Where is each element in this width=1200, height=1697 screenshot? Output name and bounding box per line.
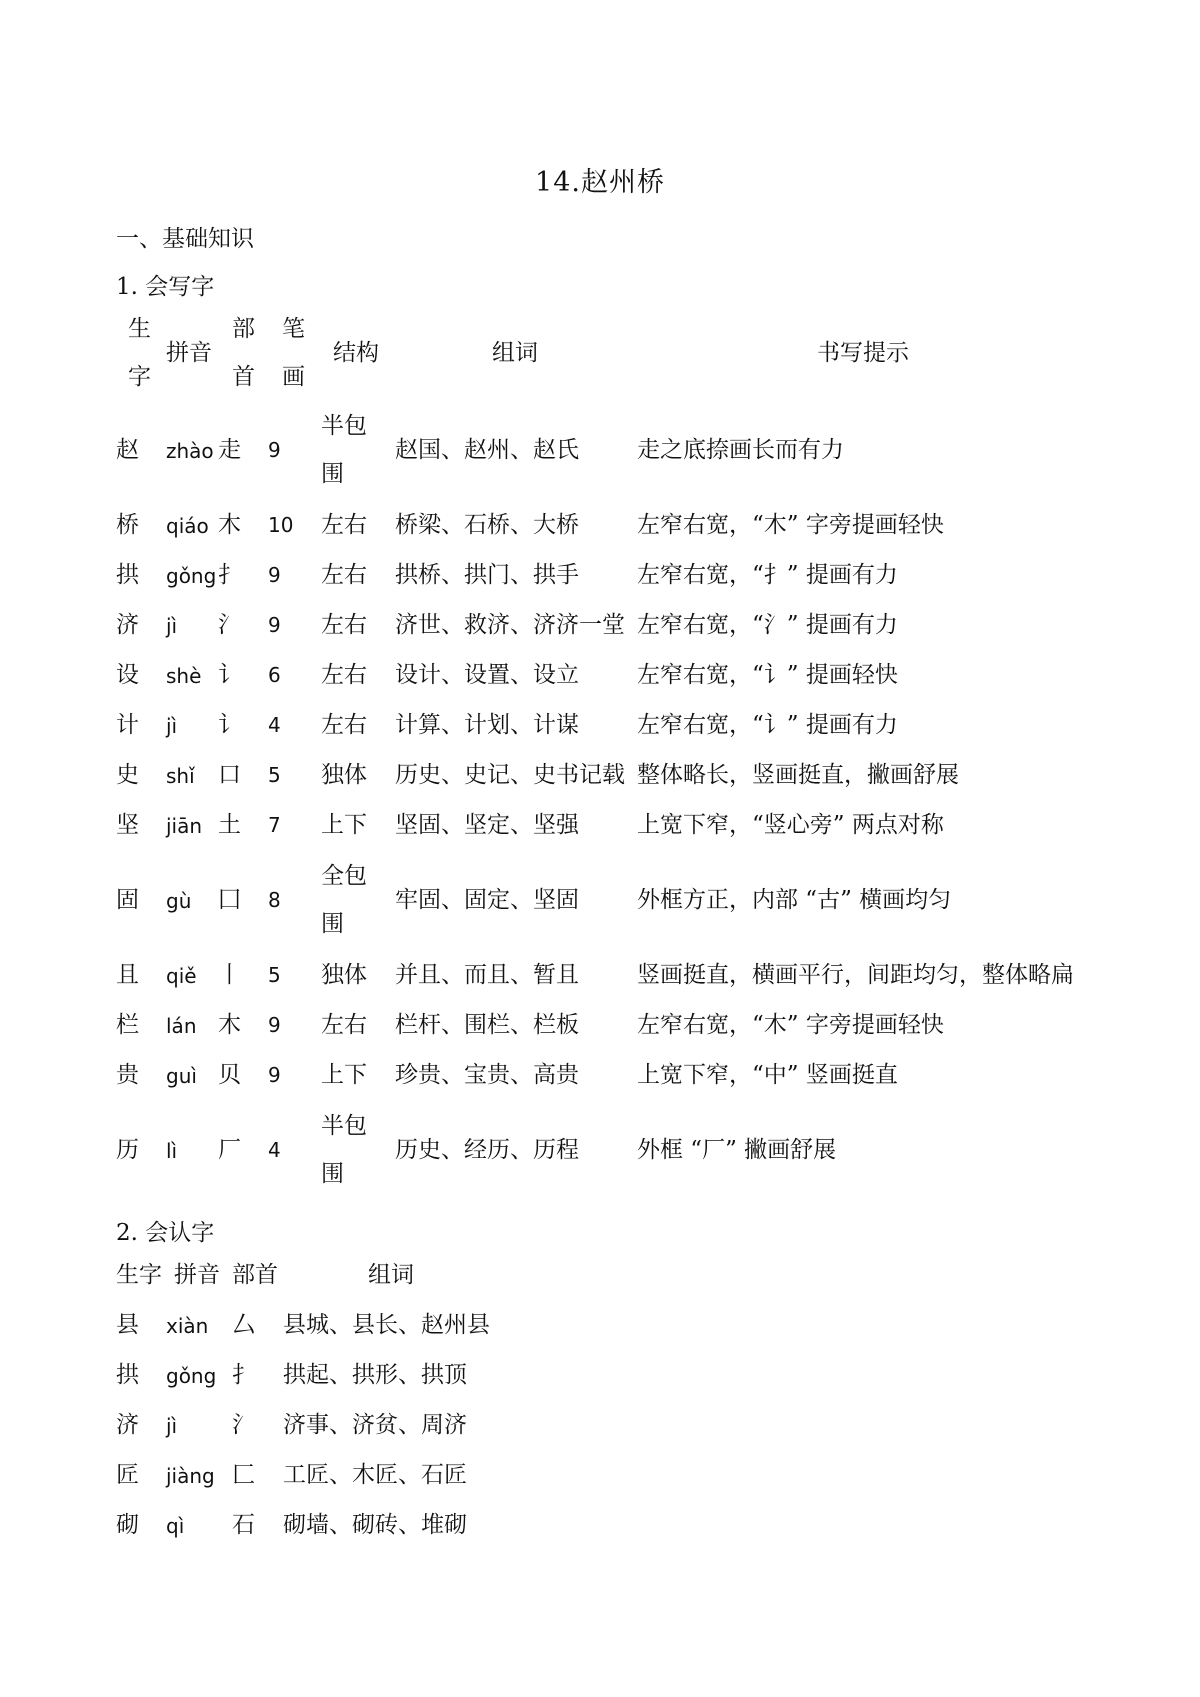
row-pinyin: jì xyxy=(166,614,178,638)
row-structure: 左右 xyxy=(321,662,367,688)
read-row-radical: 厶 xyxy=(232,1312,255,1338)
read-header-words: 组词 xyxy=(368,1262,414,1288)
row-strokes: 9 xyxy=(268,563,281,587)
row-structure: 左右 xyxy=(321,562,367,588)
read-header-pinyin: 拼音 xyxy=(174,1262,220,1288)
header-radical-top: 部 xyxy=(232,316,255,342)
row-radical: 口 xyxy=(218,762,241,788)
row-tips: 外框 “厂” 撇画舒展 xyxy=(637,1137,837,1163)
header-char-top: 生 xyxy=(128,316,151,342)
read-row-pinyin: jì xyxy=(166,1414,178,1438)
header-radical-bottom: 首 xyxy=(232,364,255,390)
row-char: 济 xyxy=(116,612,139,638)
row-tips: 左窄右宽，“讠” 提画轻快 xyxy=(637,662,898,688)
row-structure-line1: 半包 xyxy=(321,413,367,439)
row-char: 坚 xyxy=(116,812,139,838)
row-tips: 左窄右宽，“讠” 提画有力 xyxy=(637,712,898,738)
row-words: 牢固、固定、坚固 xyxy=(395,887,579,913)
row-radical: 扌 xyxy=(218,562,241,588)
row-radical: 囗 xyxy=(218,887,241,913)
subheading-read-chars: 2. 会认字 xyxy=(116,1220,215,1246)
read-row-words: 砌墙、砌砖、堆砌 xyxy=(283,1512,467,1538)
header-words: 组词 xyxy=(492,340,538,366)
row-structure: 独体 xyxy=(321,762,367,788)
row-tips: 左窄右宽，“木” 字旁提画轻快 xyxy=(637,512,944,538)
row-structure: 上下 xyxy=(321,1062,367,1088)
row-radical: 讠 xyxy=(218,712,241,738)
row-strokes: 9 xyxy=(268,1013,281,1037)
row-strokes: 4 xyxy=(268,1138,281,1162)
read-header-radical: 部首 xyxy=(232,1262,278,1288)
header-char-bottom: 字 xyxy=(128,364,151,390)
row-radical: 贝 xyxy=(218,1062,241,1088)
row-radical: 氵 xyxy=(218,612,241,638)
row-tips: 左窄右宽，“氵” 提画有力 xyxy=(637,612,898,638)
subheading-write-chars: 1. 会写字 xyxy=(116,274,215,300)
row-words: 拱桥、拱门、拱手 xyxy=(395,562,579,588)
read-row-pinyin: qì xyxy=(166,1514,185,1538)
row-tips: 上宽下窄，“中” 竖画挺直 xyxy=(637,1062,898,1088)
row-words: 栏杆、围栏、栏板 xyxy=(395,1012,579,1038)
row-words: 珍贵、宝贵、高贵 xyxy=(395,1062,579,1088)
row-radical: 丨 xyxy=(218,962,241,988)
row-pinyin: qiě xyxy=(166,964,197,988)
row-structure-line1: 全包 xyxy=(321,863,367,889)
row-strokes: 7 xyxy=(268,813,281,837)
row-structure: 左右 xyxy=(321,512,367,538)
read-row-char: 县 xyxy=(116,1312,139,1338)
row-radical: 讠 xyxy=(218,662,241,688)
section-heading-basics: 一、基础知识 xyxy=(116,226,254,252)
row-char: 且 xyxy=(116,962,139,988)
header-structure: 结构 xyxy=(333,340,379,366)
read-row-char: 砌 xyxy=(116,1512,139,1538)
row-strokes: 10 xyxy=(268,513,294,537)
read-row-radical: 扌 xyxy=(232,1362,255,1388)
row-structure: 左右 xyxy=(321,612,367,638)
row-tips: 外框方正，内部 “古” 横画均匀 xyxy=(637,887,952,913)
row-pinyin: gǒng xyxy=(166,564,217,588)
row-structure-line2: 围 xyxy=(321,1161,344,1187)
row-radical: 土 xyxy=(218,812,241,838)
row-tips: 上宽下窄，“竖心旁” 两点对称 xyxy=(637,812,944,838)
row-strokes: 9 xyxy=(268,438,281,462)
row-pinyin: guì xyxy=(166,1064,197,1088)
row-strokes: 8 xyxy=(268,888,281,912)
row-tips: 左窄右宽，“木” 字旁提画轻快 xyxy=(637,1012,944,1038)
row-char: 贵 xyxy=(116,1062,139,1088)
header-tips: 书写提示 xyxy=(817,340,909,366)
row-pinyin: jì xyxy=(166,714,178,738)
row-pinyin: jiān xyxy=(166,814,203,838)
row-words: 历史、经历、历程 xyxy=(395,1137,579,1163)
row-strokes: 4 xyxy=(268,713,281,737)
read-row-radical: 匚 xyxy=(232,1462,255,1488)
row-char: 历 xyxy=(116,1137,139,1163)
read-row-words: 济事、济贫、周济 xyxy=(283,1412,467,1438)
header-pinyin: 拼音 xyxy=(166,340,212,366)
row-tips: 左窄右宽，“扌” 提画有力 xyxy=(637,562,898,588)
read-row-words: 县城、县长、赵州县 xyxy=(283,1312,490,1338)
row-radical: 木 xyxy=(218,512,241,538)
row-structure-line1: 半包 xyxy=(321,1113,367,1139)
page-title: 14.赵州桥 xyxy=(535,167,665,198)
row-structure: 独体 xyxy=(321,962,367,988)
read-row-radical: 氵 xyxy=(232,1412,255,1438)
row-radical: 厂 xyxy=(218,1137,241,1163)
row-structure: 左右 xyxy=(321,1012,367,1038)
row-char: 栏 xyxy=(116,1012,139,1038)
row-char: 固 xyxy=(116,887,139,913)
row-structure-line2: 围 xyxy=(321,461,344,487)
row-words: 历史、史记、史书记载 xyxy=(395,762,625,788)
read-row-char: 济 xyxy=(116,1412,139,1438)
header-strokes-bottom: 画 xyxy=(282,364,305,390)
read-row-words: 工匠、木匠、石匠 xyxy=(283,1462,467,1488)
row-words: 并且、而且、暂且 xyxy=(395,962,579,988)
row-pinyin: lán xyxy=(166,1014,197,1038)
read-row-char: 拱 xyxy=(116,1362,139,1388)
row-words: 坚固、坚定、坚强 xyxy=(395,812,579,838)
read-row-radical: 石 xyxy=(232,1512,255,1538)
row-pinyin: qiáo xyxy=(166,514,209,538)
row-words: 计算、计划、计谋 xyxy=(395,712,579,738)
row-char: 计 xyxy=(116,712,139,738)
row-words: 设计、设置、设立 xyxy=(395,662,579,688)
read-row-char: 匠 xyxy=(116,1462,139,1488)
row-tips: 竖画挺直，横画平行，间距均匀，整体略扁 xyxy=(637,962,1074,988)
row-structure: 上下 xyxy=(321,812,367,838)
read-row-words: 拱起、拱形、拱顶 xyxy=(283,1362,467,1388)
row-char: 史 xyxy=(116,762,139,788)
row-radical: 木 xyxy=(218,1012,241,1038)
header-strokes-top: 笔 xyxy=(282,316,305,342)
read-header-char: 生字 xyxy=(116,1262,162,1288)
row-words: 济世、救济、济济一堂 xyxy=(395,612,625,638)
row-strokes: 6 xyxy=(268,663,281,687)
row-strokes: 5 xyxy=(268,763,281,787)
read-row-pinyin: gǒng xyxy=(166,1364,217,1388)
row-structure-line2: 围 xyxy=(321,911,344,937)
row-pinyin: lì xyxy=(166,1139,178,1163)
row-pinyin: zhào xyxy=(166,439,214,463)
row-words: 桥梁、石桥、大桥 xyxy=(395,512,579,538)
row-pinyin: shè xyxy=(166,664,202,688)
read-row-pinyin: xiàn xyxy=(166,1314,209,1338)
row-radical: 走 xyxy=(218,437,241,463)
row-strokes: 9 xyxy=(268,1063,281,1087)
row-char: 拱 xyxy=(116,562,139,588)
row-char: 设 xyxy=(116,662,139,688)
row-tips: 整体略长，竖画挺直，撇画舒展 xyxy=(637,762,959,788)
row-strokes: 9 xyxy=(268,613,281,637)
row-char: 桥 xyxy=(116,512,139,538)
row-pinyin: shǐ xyxy=(166,764,195,788)
row-pinyin: gù xyxy=(166,889,192,913)
row-structure: 左右 xyxy=(321,712,367,738)
row-char: 赵 xyxy=(116,437,139,463)
read-row-pinyin: jiàng xyxy=(166,1464,215,1488)
row-tips: 走之底捺画长而有力 xyxy=(637,437,844,463)
row-strokes: 5 xyxy=(268,963,281,987)
row-words: 赵国、赵州、赵氏 xyxy=(395,437,579,463)
